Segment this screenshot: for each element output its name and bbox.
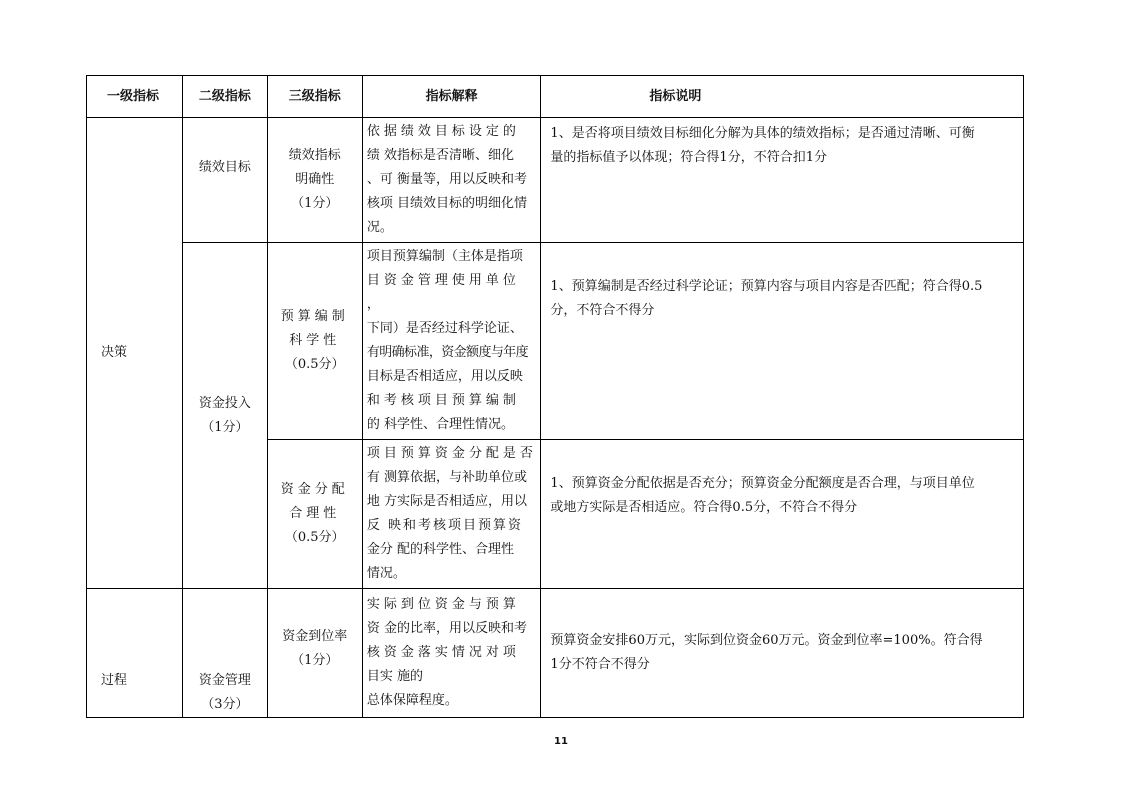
table-row bbox=[87, 118, 1024, 243]
level3-line: （1分） bbox=[291, 653, 339, 668]
explanation-line: 目资金管理使用单位 bbox=[366, 273, 520, 288]
explanation-line: 有明确标准，资金额度与年度 bbox=[366, 345, 529, 360]
description-cell bbox=[541, 589, 1024, 718]
table-row bbox=[87, 589, 1024, 718]
header-description: 指标说明 bbox=[541, 76, 1024, 118]
explanation-line: 绩 效指标是否清晰、细化 bbox=[366, 148, 514, 163]
header-level2: 二级指标 bbox=[183, 76, 267, 118]
explanation-line: 核资金落实情况对项 bbox=[366, 645, 520, 660]
level2-line: （3分） bbox=[201, 697, 249, 712]
description-line: 或地方实际是否相适应。符合得0.5分，不符合不得分 bbox=[550, 500, 858, 515]
explanation-line: 地 方实际是否相适应，用以 bbox=[366, 494, 527, 509]
explanation-line: 的 科学性、合理性情况。 bbox=[366, 417, 514, 432]
level3-line: （0.5分） bbox=[284, 357, 345, 372]
level3-line: 资金到位率 bbox=[282, 629, 348, 644]
level3-line: （1分） bbox=[291, 196, 339, 211]
explanation-line: 有 测算依据，与补助单位或 bbox=[366, 470, 527, 485]
table-row bbox=[87, 243, 1024, 440]
explanation-line: 、可 衡量等，用以反映和考 bbox=[366, 172, 527, 187]
level3-line: 绩效指标 bbox=[288, 148, 341, 163]
header-level3: 三级指标 bbox=[267, 76, 362, 118]
description-line: 量的指标值予以体现；符合得1分，不符合扣1分 bbox=[550, 150, 827, 165]
indicator-table bbox=[86, 75, 1024, 718]
explanation-line: 实际到位资金与预算 bbox=[366, 597, 520, 612]
explanation-line: 核项 目绩效目标的明细化情 bbox=[366, 196, 527, 211]
explanation-line: 金分 配的科学性、合理性 bbox=[366, 542, 514, 557]
level3-line: 资金分配 bbox=[280, 482, 349, 497]
level2-line: 资金投入 bbox=[198, 395, 251, 411]
level2-performance-goal: 绩效目标 bbox=[183, 118, 267, 243]
level1-process: 过程 bbox=[87, 589, 183, 718]
level3-cell bbox=[267, 440, 362, 589]
level3-line: 明确性 bbox=[295, 172, 335, 187]
explanation-line: 下同）是否经过科学论证、 bbox=[366, 321, 523, 336]
explanation-line: 总体保障程度。 bbox=[366, 693, 458, 708]
explanation-cell bbox=[362, 118, 541, 243]
explanation-line: 项目预算编制（主体是指项 bbox=[366, 249, 523, 264]
explanation-line: 和考核项目预算编制 bbox=[366, 393, 520, 408]
description-cell bbox=[541, 118, 1024, 243]
level3-line: 科学性 bbox=[289, 333, 341, 348]
explanation-line: 项目预算资金分配是否 bbox=[366, 446, 537, 461]
description-line: 分，不符合不得分 bbox=[550, 303, 655, 318]
level2-funding-management bbox=[183, 589, 267, 718]
level3-cell bbox=[267, 118, 362, 243]
page-number: 11 bbox=[554, 736, 568, 747]
explanation-line: 依据绩效目标设定的 bbox=[366, 124, 520, 139]
explanation-cell bbox=[362, 589, 541, 718]
explanation-line: ， bbox=[366, 297, 380, 312]
description-line: 1、是否将项目绩效目标细化分解为具体的绩效指标；是否通过清晰、可衡 bbox=[550, 126, 975, 141]
description-cell bbox=[541, 243, 1024, 440]
explanation-cell bbox=[362, 243, 541, 440]
level3-line: 预算编制 bbox=[280, 309, 349, 324]
explanation-line: 目标是否相适应，用以反映 bbox=[366, 369, 523, 384]
header-level1: 一级指标 bbox=[87, 76, 183, 118]
explanation-line: 资 金的比率，用以反映和考 bbox=[366, 621, 527, 636]
explanation-line: 况。 bbox=[366, 220, 393, 235]
explanation-line: 目实 施的 bbox=[366, 669, 423, 684]
level3-line: 合理性 bbox=[289, 506, 341, 521]
level1-decision: 决策 bbox=[87, 118, 183, 589]
level2-funding-input bbox=[183, 243, 267, 589]
explanation-line: 反 映和考核项目预算资 bbox=[366, 518, 523, 533]
level2-line: （1分） bbox=[201, 419, 249, 435]
explanation-line: 情况。 bbox=[366, 566, 406, 581]
description-line: 1、预算编制是否经过科学论证；预算内容与项目内容是否匹配；符合得0.5 bbox=[550, 279, 983, 294]
description-line: 1、预算资金分配依据是否充分；预算资金分配额度是否合理，与项目单位 bbox=[550, 476, 975, 491]
level3-cell bbox=[267, 589, 362, 718]
description-line: 预算资金安排60万元，实际到位资金60万元。资金到位率=100%。符合得 bbox=[550, 633, 983, 648]
level3-cell bbox=[267, 243, 362, 440]
description-line: 1分不符合不得分 bbox=[550, 657, 650, 672]
header-row bbox=[87, 76, 1024, 118]
header-explanation: 指标解释 bbox=[362, 76, 541, 118]
description-cell bbox=[541, 440, 1024, 589]
level3-line: （0.5分） bbox=[284, 530, 345, 545]
level2-line: 资金管理 bbox=[198, 673, 251, 688]
explanation-cell bbox=[362, 440, 541, 589]
